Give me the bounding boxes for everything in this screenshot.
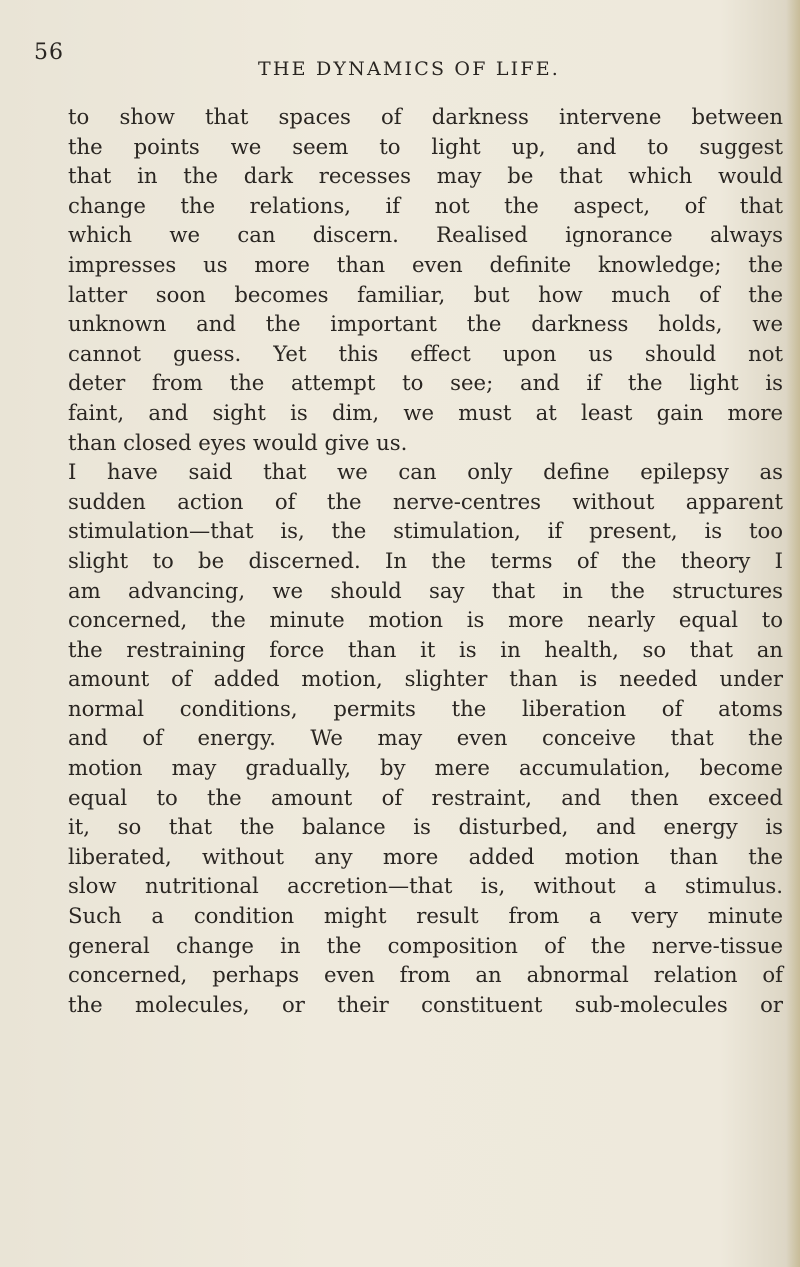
text-line: the molecules, or their constituent sub-molecules or: [68, 991, 783, 1017]
text-line: motion may gradually, by mere accumulation, become: [68, 755, 783, 781]
text-line: which we can discern. Realised ignorance always: [68, 222, 783, 248]
text-line: concerned, the minute motion is more nearly equal to: [68, 607, 783, 633]
text-line: liberated, without any more added motion than the: [68, 843, 783, 869]
text-line: Such a condition might result from a very minute: [68, 903, 783, 929]
text-line: it, so that the balance is disturbed, and energy is: [68, 814, 783, 840]
text-line: change the relations, if not the aspect, of that: [68, 192, 783, 218]
text-line: the points we seem to light up, and to suggest: [68, 133, 783, 159]
text-line: I have said that we can only define epilepsy as: [68, 459, 783, 485]
text-line: stimulation—that is, the stimulation, if present, is too: [68, 518, 783, 544]
text-line: normal conditions, permits the liberation of atoms: [68, 695, 783, 721]
text-line: slight to be discerned. In the terms of the theory I: [68, 547, 783, 573]
text-line: deter from the attempt to see; and if the light is: [68, 370, 783, 396]
body-text: [68, 102, 788, 1019]
text-line: and of energy. We may even conceive that the: [68, 725, 783, 751]
text-line: slow nutritional accretion—that is, without a stimulus.: [68, 873, 783, 899]
text-line: concerned, perhaps even from an abnormal relation of: [68, 962, 783, 988]
text-line: impresses us more than even definite knowledge; the: [68, 251, 783, 277]
text-line: sudden action of the nerve-centres without apparent: [68, 488, 783, 514]
text-line: equal to the amount of restraint, and then exceed: [68, 784, 783, 810]
page-number: 56: [34, 40, 64, 65]
text-line: the restraining force than it is in health, so that an: [68, 636, 783, 662]
text-line: general change in the composition of the nerve-tissue: [68, 932, 783, 958]
running-head: THE DYNAMICS OF LIFE.: [258, 58, 561, 80]
text-line: unknown and the important the darkness holds, we: [68, 311, 783, 337]
page-edge-shadow: [786, 0, 800, 1267]
text-line: to show that spaces of darkness intervene between: [68, 104, 783, 129]
text-line: am advancing, we should say that in the structures: [68, 577, 783, 603]
text-line: cannot guess. Yet this effect upon us should not: [68, 340, 783, 366]
text-line: than closed eyes would give us.: [68, 429, 408, 455]
text-line: that in the dark recesses may be that which would: [68, 163, 783, 189]
text-line: latter soon becomes familiar, but how much of the: [68, 281, 783, 307]
text-line: amount of added motion, slighter than is needed under: [68, 666, 783, 692]
text-line: faint, and sight is dim, we must at least gain more: [68, 399, 783, 425]
